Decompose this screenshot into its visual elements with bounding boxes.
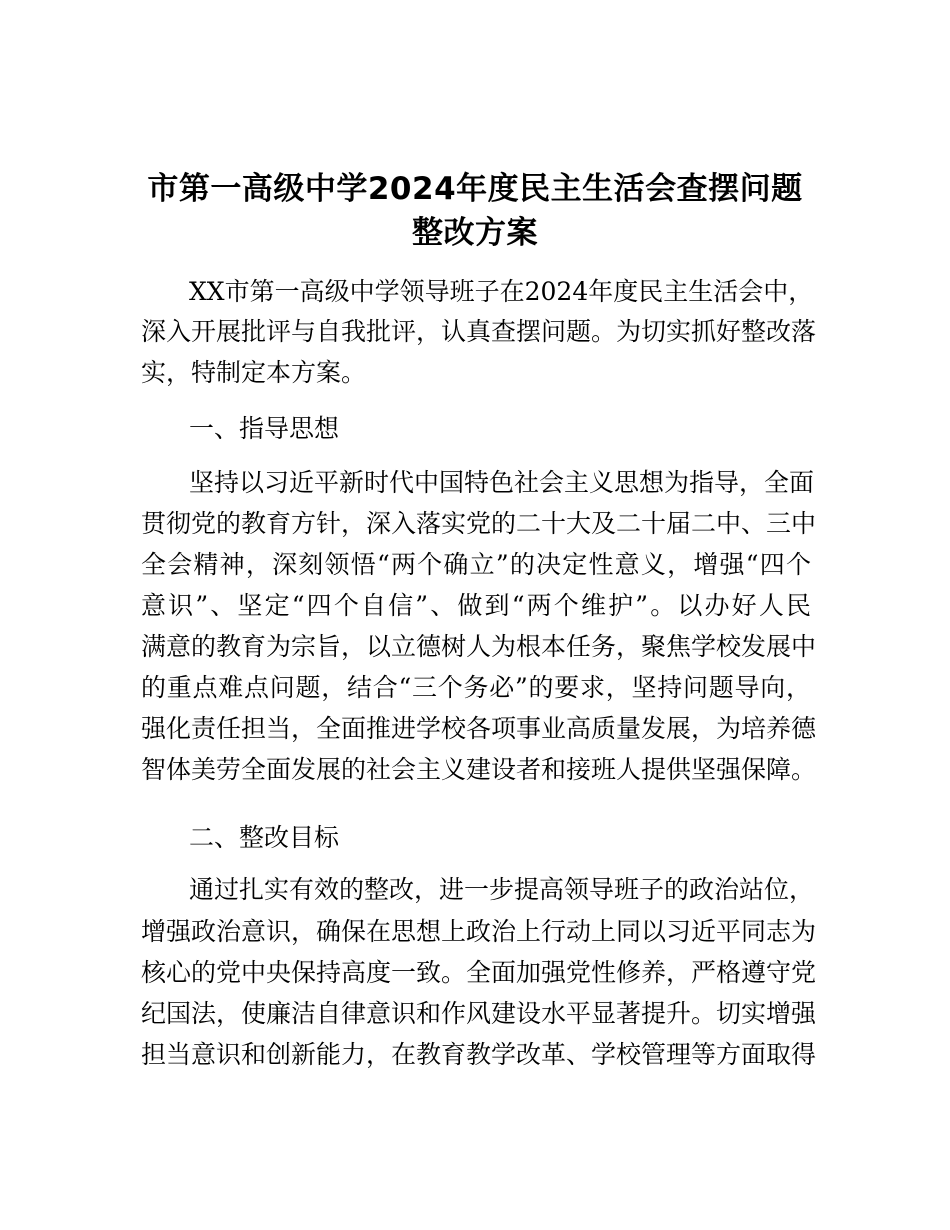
document-title-line-2: 整改方案 (412, 215, 538, 251)
section-heading-rectification-goals: 二、整改目标 (189, 823, 340, 852)
section-heading-guiding-ideology: 一、指导思想 (189, 414, 340, 443)
intro-paragraph-line: 深入开展批评与自我批评，认真查摆问题。为切实抓好整改落 (141, 317, 817, 346)
section1-paragraph-line: 智体美劳全面发展的社会主义建设者和接班人提供坚强保障。 (141, 755, 817, 784)
section1-paragraph-line: 坚持以习近平新时代中国特色社会主义思想为指导，全面 (189, 468, 815, 497)
section1-paragraph-line: 强化责任担当，全面推进学校各项事业高质量发展，为培养德 (141, 714, 817, 743)
section1-paragraph-line: 全会精神，深刻领悟“两个确立”的决定性意义，增强“四个 (141, 550, 811, 579)
section2-paragraph-line: 纪国法，使廉洁自律意识和作风建设水平显著提升。切实增强 (141, 999, 817, 1028)
document-title-line-1: 市第一高级中学2024年度民主生活会查摆问题 (147, 171, 803, 207)
section1-paragraph-line: 满意的教育为宗旨，以立德树人为根本任务，聚焦学校发展中 (141, 632, 817, 661)
section2-paragraph-line: 增强政治意识，确保在思想上政治上行动上同以习近平同志为 (141, 917, 817, 946)
section2-paragraph-line: 核心的党中央保持高度一致。全面加强党性修养，严格遵守党 (141, 958, 817, 987)
intro-paragraph-line: XX市第一高级中学领导班子在2024年度民主生活会中， (189, 277, 814, 306)
section2-paragraph-line: 担当意识和创新能力，在教育教学改革、学校管理等方面取得 (141, 1040, 817, 1069)
section2-paragraph-line: 通过扎实有效的整改，进一步提高领导班子的政治站位， (189, 875, 815, 904)
intro-paragraph-line: 实，特制定本方案。 (141, 358, 367, 387)
section1-paragraph-line: 的重点难点问题，结合“三个务必”的要求，坚持问题导向， (141, 673, 811, 702)
section1-paragraph-line: 贯彻党的教育方针，深入落实党的二十大及二十届二中、三中 (141, 509, 817, 538)
section1-paragraph-line: 意识”、坚定“四个自信”、做到“两个维护”。以办好人民 (141, 591, 811, 620)
